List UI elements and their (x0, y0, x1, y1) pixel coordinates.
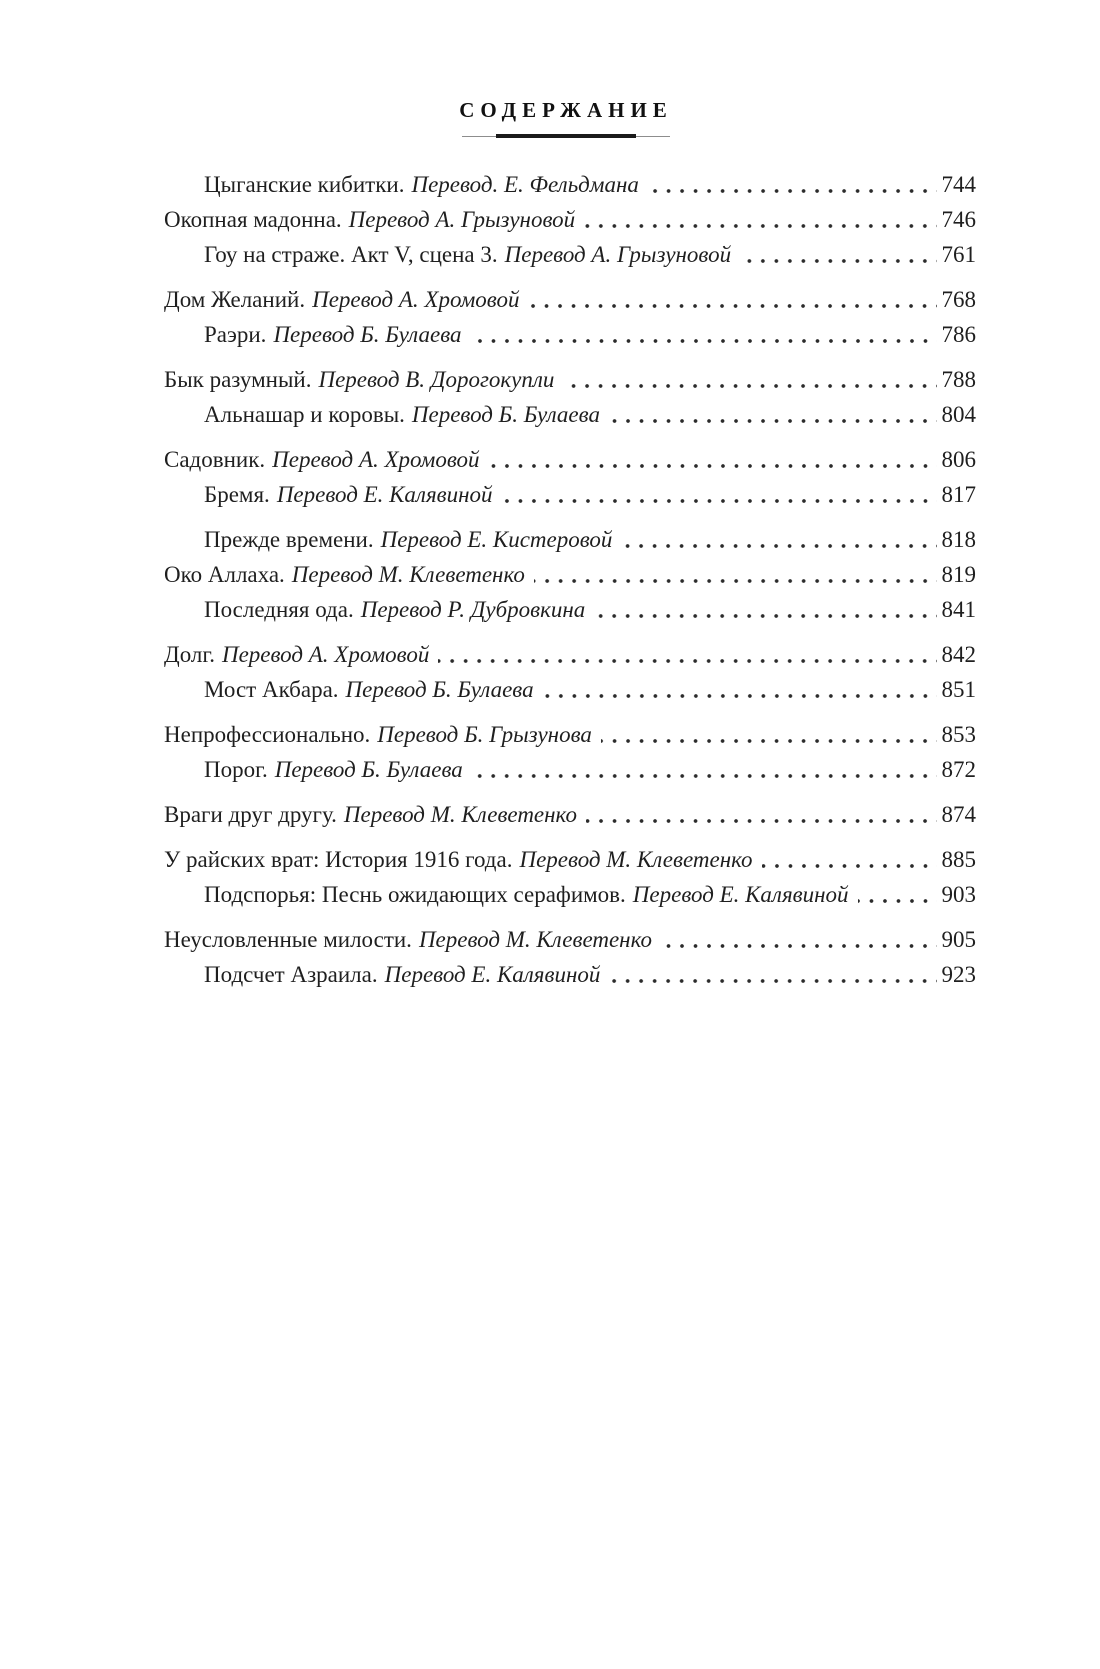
toc-entry-translator: Перевод Б. Булаева (273, 322, 462, 347)
dot-leader (472, 774, 937, 778)
toc-entry (164, 557, 976, 592)
toc-entry-translator: Перевод А. Грызуновой (348, 207, 576, 232)
dot-leader (661, 944, 937, 948)
toc-entry-title: Подспорья: Песнь ожидающих серафимов. (204, 882, 626, 907)
toc-entry-title: Гоу на страже. Акт V, сцена 3. (204, 242, 498, 267)
dot-leader (621, 544, 936, 548)
toc-entry-title: Враги друг другу. (164, 802, 337, 827)
toc-entry-page-number: 804 (941, 402, 976, 427)
dot-leader (563, 384, 936, 388)
toc-entry-translator: Перевод Б. Булаева (274, 757, 463, 782)
toc-entry (164, 282, 976, 317)
toc-entry-title: Последняя ода. (204, 597, 354, 622)
toc-entry-translator: Перевод А. Хромовой (272, 447, 480, 472)
dot-leader (762, 864, 937, 868)
toc-header (160, 97, 972, 140)
toc-entry (164, 672, 976, 707)
toc-entry-title: Подсчет Азраила. (204, 962, 378, 987)
page-title: СОДЕРЖАНИЕ (459, 98, 673, 122)
toc-entry-page-number: 768 (941, 287, 976, 312)
toc-entry-translator: Перевод М. Клеветенко (418, 927, 652, 952)
toc-entry-translator: Перевод Е. Калявиной (632, 882, 849, 907)
toc-entry-translator: Перевод М. Клеветенко (343, 802, 577, 827)
toc-entry-translator: Перевод Е. Калявиной (384, 962, 601, 987)
toc-entry (164, 842, 976, 877)
toc-entry-page-number: 905 (941, 927, 976, 952)
toc-entry-translator: Перевод Б. Грызунова (377, 722, 592, 747)
toc-entry-title: Цыганские кибитки. (204, 172, 405, 197)
toc-entry-translator: Перевод Е. Кистеровой (380, 527, 613, 552)
toc-entry-translator: Перевод Б. Булаева (345, 677, 534, 702)
dot-leader (584, 224, 936, 228)
toc-entry-title: Дом Желаний. (164, 287, 306, 312)
toc-entry-translator: Перевод Р. Дубровкина (360, 597, 586, 622)
toc-entry-page-number: 885 (941, 847, 976, 872)
toc-entry-title: Альнашар и коровы. (204, 402, 405, 427)
toc-entry-translator: Перевод А. Хромовой (221, 642, 430, 667)
dot-leader (438, 659, 936, 663)
toc-entry (164, 877, 976, 912)
dot-leader (601, 739, 937, 743)
toc-entry-translator: Перевод А. Грызуновой (504, 242, 732, 267)
toc-entry-page-number: 842 (941, 642, 976, 667)
toc-entry-page-number: 761 (941, 242, 976, 267)
toc-entry-translator: Перевод Б. Булаева (411, 402, 600, 427)
toc-entry (164, 442, 976, 477)
dot-leader (502, 499, 937, 503)
toc-entry-title: Непрофессионально. (164, 722, 371, 747)
toc-entry-title: Долг. (164, 642, 215, 667)
toc-entry (164, 202, 976, 237)
toc-entry-translator: Перевод Е. Калявиной (276, 482, 493, 507)
toc-entry-page-number: 851 (941, 677, 976, 702)
toc-entry-title: Прежде времени. (204, 527, 374, 552)
toc-entry-title: Мост Акбара. (204, 677, 339, 702)
toc-entry (164, 922, 976, 957)
toc-entry (164, 797, 976, 832)
toc-entry-page-number: 841 (941, 597, 976, 622)
dot-leader (528, 304, 936, 308)
toc-entry-title: Неусловленные милости. (164, 927, 412, 952)
toc-entry (164, 592, 976, 627)
dot-leader (740, 259, 936, 263)
toc-entry-translator: Перевод А. Хромовой (312, 287, 520, 312)
toc-entry-page-number: 818 (941, 527, 976, 552)
toc-entry (164, 717, 976, 752)
dot-leader (471, 339, 937, 343)
toc-entry-page-number: 786 (941, 322, 976, 347)
toc-entry-page-number: 872 (941, 757, 976, 782)
toc-entry-translator: Перевод М. Клеветенко (519, 847, 753, 872)
dot-leader (609, 979, 936, 983)
toc-entry-translator: Перевод М. Клеветенко (291, 562, 525, 587)
toc-entry (164, 957, 976, 992)
toc-entry-title: Садовник. (164, 447, 266, 472)
dot-leader (648, 189, 937, 193)
dot-leader (594, 614, 936, 618)
dot-leader (543, 694, 937, 698)
dot-leader (534, 579, 937, 583)
toc-entry (164, 752, 976, 787)
toc-entry-page-number: 806 (941, 447, 976, 472)
toc-entry (164, 637, 976, 672)
toc-entry (164, 522, 976, 557)
table-of-contents (164, 167, 976, 992)
toc-entry (164, 362, 976, 397)
toc-entry-page-number: 817 (941, 482, 976, 507)
toc-entry-page-number: 923 (941, 962, 976, 987)
toc-entry (164, 477, 976, 512)
toc-entry-page-number: 746 (941, 207, 976, 232)
toc-entry-title: Окопная мадонна. (164, 207, 342, 232)
dot-leader (858, 899, 937, 903)
dot-leader (586, 819, 937, 823)
toc-entry (164, 397, 976, 432)
toc-entry-title: Раэри. (204, 322, 267, 347)
toc-entry-page-number: 819 (941, 562, 976, 587)
toc-entry-page-number: 788 (941, 367, 976, 392)
title-divider (462, 134, 670, 140)
toc-entry (164, 167, 976, 202)
toc-entry-title: Око Аллаха. (164, 562, 285, 587)
dot-leader (609, 419, 937, 423)
toc-entry-page-number: 744 (941, 172, 976, 197)
toc-entry-title: Бремя. (204, 482, 270, 507)
toc-entry-translator: Перевод. Е. Фельдмана (411, 172, 639, 197)
toc-entry (164, 317, 976, 352)
divider-thick-line (496, 134, 636, 138)
toc-entry-page-number: 874 (941, 802, 976, 827)
toc-entry-title: У райских врат: История 1916 года. (164, 847, 513, 872)
toc-entry-title: Порог. (204, 757, 268, 782)
toc-entry-title: Бык разумный. (164, 367, 312, 392)
toc-entry (164, 237, 976, 272)
dot-leader (489, 464, 937, 468)
toc-entry-page-number: 853 (941, 722, 976, 747)
toc-entry-page-number: 903 (941, 882, 976, 907)
toc-entry-translator: Перевод В. Дорогокупли (318, 367, 555, 392)
